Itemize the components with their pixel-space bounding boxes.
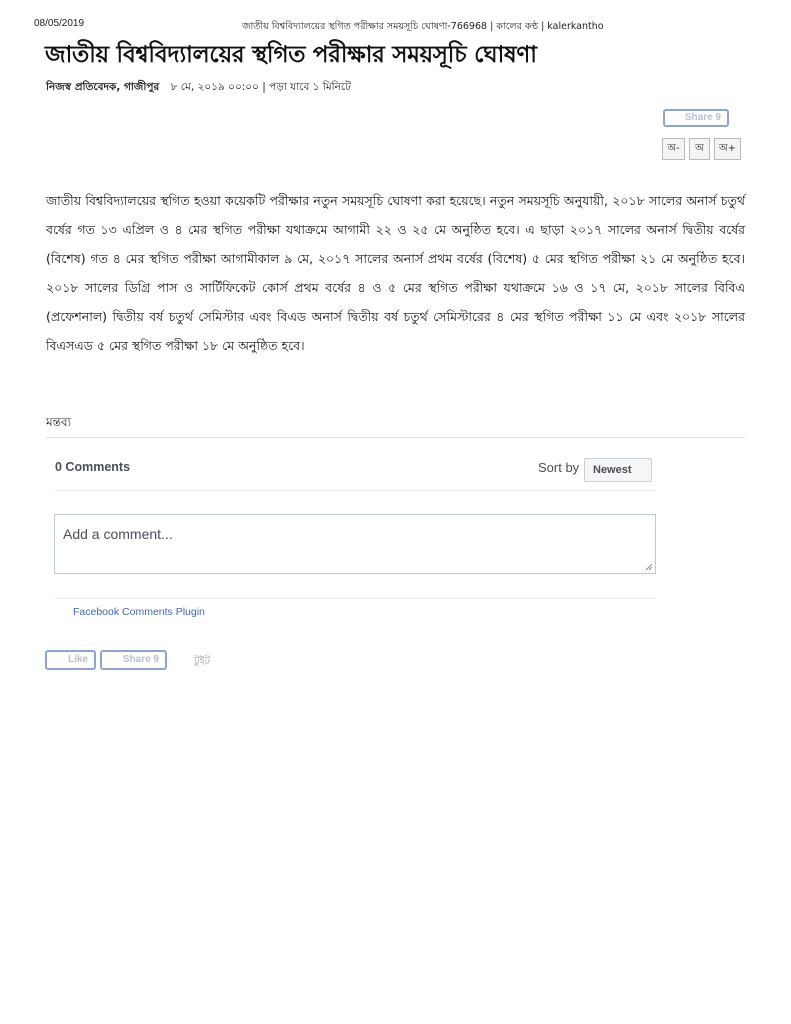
share-button-bottom[interactable]: Share 9 bbox=[100, 650, 167, 670]
article-headline: জাতীয় বিশ্ববিদ্যালয়ের স্থগিত পরীক্ষার সময়সূচি ঘোষণা bbox=[45, 42, 537, 68]
print-date: 08/05/2019 bbox=[34, 18, 85, 29]
comments-section-heading: মন্তব্য bbox=[46, 415, 72, 429]
author-name: নিজস্ব প্রতিবেদক, গাজীপুর bbox=[46, 81, 160, 93]
font-reset-button[interactable]: অ bbox=[689, 138, 710, 160]
comment-count: 0 Comments bbox=[55, 460, 131, 474]
facebook-comments-plugin-link[interactable]: Facebook Comments Plugin bbox=[73, 606, 205, 618]
byline bbox=[46, 80, 351, 97]
like-button[interactable]: Like bbox=[45, 650, 96, 670]
font-decrease-button[interactable]: অ- bbox=[662, 138, 685, 160]
divider bbox=[55, 490, 656, 491]
article-body: জাতীয় বিশ্ববিদ্যালয়ের স্থগিত হওয়া কয়েকটি পরীক্ষার নতুন সময়সূচি ঘোষণা করা হয়েছে। নতুন সময়সূচি অনুযায়ী, ২০১৮ সালের অনার্স চতুর্থ বর্ষের গত ১৩ এপ্রিল ও ৪ মের স্থগিত পরীক্ষা যথাক্রমে আগামী ২২ ও ২৫ মে অনুষ্ঠিত হবে। এ ছাড়া ২০১৭ সালের অনার্স দ্বিতীয় বর্ষের (বিশেষ) গত ৪ মের স্থগিত পরীক্ষা আগামীকাল ৯ মে, ২০১৭ সালের অনার্স প্রথম বর্ষের (বিশেষ) ৫ মের স্থগিত পরীক্ষা ২১ মে অনুষ্ঠিত হবে। ২০১৮ সালের ডিগ্রি পাস ও সার্টিফিকেট কোর্স প্রথম বর্ষের ৪ ও ৫ মের স্থগিত পরীক্ষা যথাক্রমে ১৬ ও ১৭ মে, ২০১৮ সালের বিবিএ (প্রফেশনাল) দ্বিতীয় বর্ষ চতুর্থ সেমিস্টার এবং বিএড অনার্স দ্বিতীয় বর্ষ চতুর্থ সেমিস্টারের ৪ মের স্থগিত পরীক্ষা ১১ মে এবং ২০১৮ সালের বিএসএড ৫ মের স্থগিত পরীক্ষা ১৮ মে অনুষ্ঠিত হবে। bbox=[46, 193, 745, 353]
divider bbox=[55, 598, 656, 599]
sort-select[interactable]: Newest bbox=[584, 458, 652, 482]
resize-handle-icon[interactable] bbox=[645, 563, 653, 571]
divider bbox=[46, 437, 745, 438]
font-increase-button[interactable]: অ+ bbox=[714, 138, 741, 160]
publish-date: ৮ মে, ২০১৯ ০০:০০ | পড়া যাবে ১ মিনিটে bbox=[170, 81, 351, 93]
tweet-button[interactable]: টুইট bbox=[194, 656, 211, 667]
print-page-title: জাতীয় বিশ্ববিদ্যালয়ের স্থগিত পরীক্ষার সময়সূচি ঘোষণা-766968 | কালের কণ্ঠ | kalerkantho bbox=[242, 21, 604, 32]
font-size-controls bbox=[662, 138, 741, 160]
share-button[interactable]: Share 9 bbox=[663, 109, 729, 127]
comment-input-placeholder: Add a comment... bbox=[63, 526, 173, 542]
sort-label: Sort by bbox=[538, 460, 580, 475]
comment-input[interactable] bbox=[54, 514, 656, 574]
